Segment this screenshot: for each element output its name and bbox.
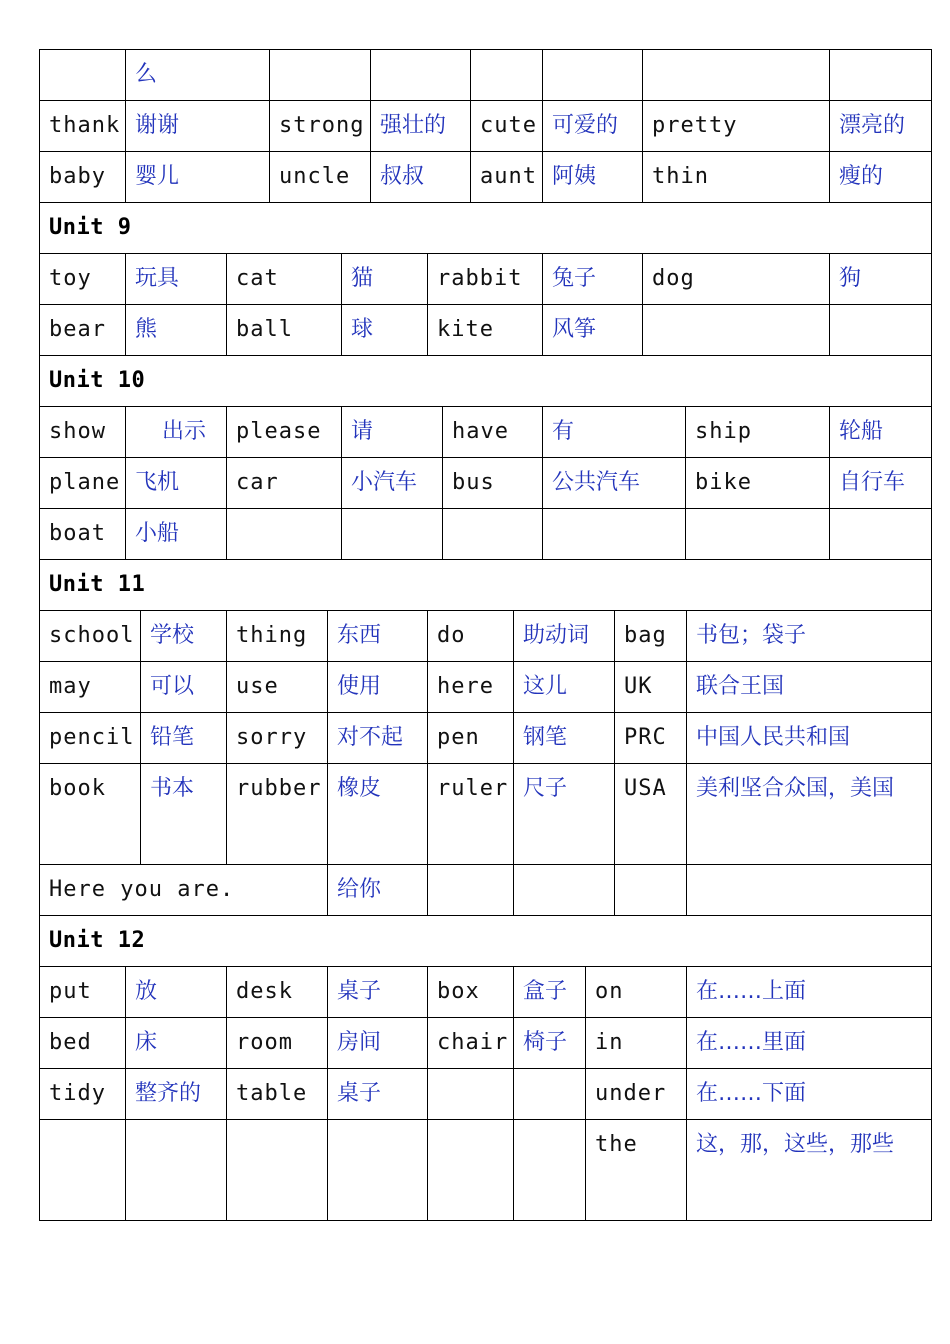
word-cell: may xyxy=(40,662,141,713)
word-cell: desk xyxy=(227,967,328,1018)
meaning-cell xyxy=(126,1120,227,1221)
word-cell: do xyxy=(428,611,514,662)
word-cell: rabbit xyxy=(428,254,543,305)
table-row xyxy=(40,662,932,713)
word-cell: school xyxy=(40,611,141,662)
meaning-cell: 学校 xyxy=(141,611,227,662)
word-cell xyxy=(40,1120,126,1221)
word-cell xyxy=(270,50,371,101)
word-cell xyxy=(227,1120,328,1221)
word-cell: bag xyxy=(615,611,687,662)
meaning-cell xyxy=(514,1120,586,1221)
unit-heading-row xyxy=(40,560,932,611)
meaning-cell: 猫 xyxy=(342,254,428,305)
word-cell xyxy=(643,50,830,101)
word-cell: bed xyxy=(40,1018,126,1069)
meaning-cell: 有 xyxy=(543,407,686,458)
word-cell: kite xyxy=(428,305,543,356)
word-cell: strong xyxy=(270,101,371,152)
table-row xyxy=(40,254,932,305)
meaning-cell: 自行车 xyxy=(830,458,932,509)
meaning-cell: 叔叔 xyxy=(371,152,471,203)
table-row xyxy=(40,407,932,458)
word-cell xyxy=(428,1120,514,1221)
meaning-cell xyxy=(328,1120,428,1221)
word-cell: ruler xyxy=(428,764,514,865)
meaning-cell: 在……上面 xyxy=(687,967,932,1018)
word-cell: plane xyxy=(40,458,126,509)
table-row xyxy=(40,713,932,764)
meaning-cell: 漂亮的 xyxy=(830,101,932,152)
meaning-cell: 使用 xyxy=(328,662,428,713)
meaning-cell xyxy=(543,50,643,101)
table-row xyxy=(40,611,932,662)
word-cell: room xyxy=(227,1018,328,1069)
meaning-cell: 飞机 xyxy=(126,458,227,509)
meaning-cell: 风筝 xyxy=(543,305,643,356)
unit-heading: Unit 11 xyxy=(40,560,932,611)
word-cell: pen xyxy=(428,713,514,764)
vocab-table-unit-11 xyxy=(39,560,932,916)
word-cell: pretty xyxy=(643,101,830,152)
word-cell: in xyxy=(586,1018,687,1069)
meaning-cell: 给你 xyxy=(328,865,428,916)
meaning-cell: 床 xyxy=(126,1018,227,1069)
word-cell: box xyxy=(428,967,514,1018)
meaning-cell: 在……下面 xyxy=(687,1069,932,1120)
word-cell: cute xyxy=(471,101,543,152)
vocab-table-unit-12 xyxy=(39,916,932,1221)
word-cell: rubber xyxy=(227,764,328,865)
word-cell: pencil xyxy=(40,713,141,764)
word-cell: table xyxy=(227,1069,328,1120)
table-row xyxy=(40,305,932,356)
word-cell: USA xyxy=(615,764,687,865)
meaning-cell: 小船 xyxy=(126,509,227,560)
table-row xyxy=(40,101,932,152)
unit-heading-row xyxy=(40,356,932,407)
meaning-cell: 婴儿 xyxy=(126,152,270,203)
word-cell: PRC xyxy=(615,713,687,764)
unit-heading: Unit 12 xyxy=(40,916,932,967)
meaning-cell: 兔子 xyxy=(543,254,643,305)
word-cell: aunt xyxy=(471,152,543,203)
word-cell: ship xyxy=(686,407,830,458)
meaning-cell xyxy=(514,1069,586,1120)
meaning-cell: 中国人民共和国 xyxy=(687,713,932,764)
vocab-table-top xyxy=(39,49,932,203)
table-row xyxy=(40,865,932,916)
meaning-cell: 尺子 xyxy=(514,764,615,865)
word-cell: dog xyxy=(643,254,830,305)
empty-cell xyxy=(428,865,514,916)
meaning-cell: 对不起 xyxy=(328,713,428,764)
table-row xyxy=(40,1069,932,1120)
word-cell: baby xyxy=(40,152,126,203)
word-cell: the xyxy=(586,1120,687,1221)
meaning-cell: 房间 xyxy=(328,1018,428,1069)
meaning-cell: 书本 xyxy=(141,764,227,865)
word-cell: thin xyxy=(643,152,830,203)
meaning-cell: 联合王国 xyxy=(687,662,932,713)
meaning-cell: 么 xyxy=(126,50,270,101)
meaning-cell: 在……里面 xyxy=(687,1018,932,1069)
word-cell: UK xyxy=(615,662,687,713)
meaning-cell: 可以 xyxy=(141,662,227,713)
meaning-cell: 书包；袋子 xyxy=(687,611,932,662)
word-cell: thank xyxy=(40,101,126,152)
phrase-cell: Here you are. xyxy=(40,865,328,916)
meaning-cell xyxy=(830,509,932,560)
meaning-cell: 助动词 xyxy=(514,611,615,662)
meaning-cell: 阿姨 xyxy=(543,152,643,203)
meaning-cell: 整齐的 xyxy=(126,1069,227,1120)
meaning-cell: 瘦的 xyxy=(830,152,932,203)
empty-cell xyxy=(514,865,615,916)
word-cell: here xyxy=(428,662,514,713)
table-row xyxy=(40,967,932,1018)
word-cell: ball xyxy=(227,305,342,356)
word-cell: bike xyxy=(686,458,830,509)
meaning-cell: 轮船 xyxy=(830,407,932,458)
word-cell: chair xyxy=(428,1018,514,1069)
word-cell xyxy=(40,50,126,101)
meaning-cell: 熊 xyxy=(126,305,227,356)
unit-heading: Unit 10 xyxy=(40,356,932,407)
word-cell: book xyxy=(40,764,141,865)
unit-heading-row xyxy=(40,916,932,967)
vocab-table-unit-9 xyxy=(39,203,932,356)
meaning-cell: 球 xyxy=(342,305,428,356)
meaning-cell: 公共汽车 xyxy=(543,458,686,509)
meaning-cell: 小汽车 xyxy=(342,458,443,509)
meaning-cell: 出示 xyxy=(126,407,227,458)
word-cell: show xyxy=(40,407,126,458)
empty-cell xyxy=(615,865,687,916)
vocabulary-sheet xyxy=(39,49,931,1221)
meaning-cell: 桌子 xyxy=(328,967,428,1018)
word-cell: cat xyxy=(227,254,342,305)
meaning-cell: 东西 xyxy=(328,611,428,662)
word-cell xyxy=(428,1069,514,1120)
vocab-table-unit-10 xyxy=(39,356,932,560)
meaning-cell xyxy=(371,50,471,101)
meaning-cell: 可爱的 xyxy=(543,101,643,152)
meaning-cell: 狗 xyxy=(830,254,932,305)
meaning-cell xyxy=(830,305,932,356)
meaning-cell: 美利坚合众国，美国 xyxy=(687,764,932,865)
table-row xyxy=(40,764,932,865)
word-cell: car xyxy=(227,458,342,509)
meaning-cell: 玩具 xyxy=(126,254,227,305)
word-cell: have xyxy=(443,407,543,458)
meaning-cell: 请 xyxy=(342,407,443,458)
word-cell: bear xyxy=(40,305,126,356)
table-row xyxy=(40,50,932,101)
word-cell: bus xyxy=(443,458,543,509)
word-cell: toy xyxy=(40,254,126,305)
meaning-cell: 谢谢 xyxy=(126,101,270,152)
word-cell: uncle xyxy=(270,152,371,203)
word-cell: tidy xyxy=(40,1069,126,1120)
meaning-cell: 钢笔 xyxy=(514,713,615,764)
word-cell xyxy=(686,509,830,560)
word-cell: use xyxy=(227,662,328,713)
word-cell: boat xyxy=(40,509,126,560)
table-row xyxy=(40,1120,932,1221)
table-row xyxy=(40,152,932,203)
word-cell xyxy=(227,509,342,560)
word-cell xyxy=(643,305,830,356)
empty-cell xyxy=(687,865,932,916)
meaning-cell: 这儿 xyxy=(514,662,615,713)
word-cell: sorry xyxy=(227,713,328,764)
meaning-cell: 盒子 xyxy=(514,967,586,1018)
word-cell: please xyxy=(227,407,342,458)
table-row xyxy=(40,509,932,560)
word-cell: put xyxy=(40,967,126,1018)
word-cell xyxy=(471,50,543,101)
meaning-cell xyxy=(342,509,443,560)
meaning-cell: 橡皮 xyxy=(328,764,428,865)
unit-heading-row xyxy=(40,203,932,254)
meaning-cell: 强壮的 xyxy=(371,101,471,152)
table-row xyxy=(40,1018,932,1069)
meaning-cell: 放 xyxy=(126,967,227,1018)
table-row xyxy=(40,458,932,509)
word-cell xyxy=(443,509,543,560)
meaning-cell: 这，那，这些，那些 xyxy=(687,1120,932,1221)
meaning-cell xyxy=(830,50,932,101)
word-cell: thing xyxy=(227,611,328,662)
meaning-cell: 椅子 xyxy=(514,1018,586,1069)
meaning-cell: 铅笔 xyxy=(141,713,227,764)
meaning-cell: 桌子 xyxy=(328,1069,428,1120)
unit-heading: Unit 9 xyxy=(40,203,932,254)
word-cell: under xyxy=(586,1069,687,1120)
meaning-cell xyxy=(543,509,686,560)
word-cell: on xyxy=(586,967,687,1018)
